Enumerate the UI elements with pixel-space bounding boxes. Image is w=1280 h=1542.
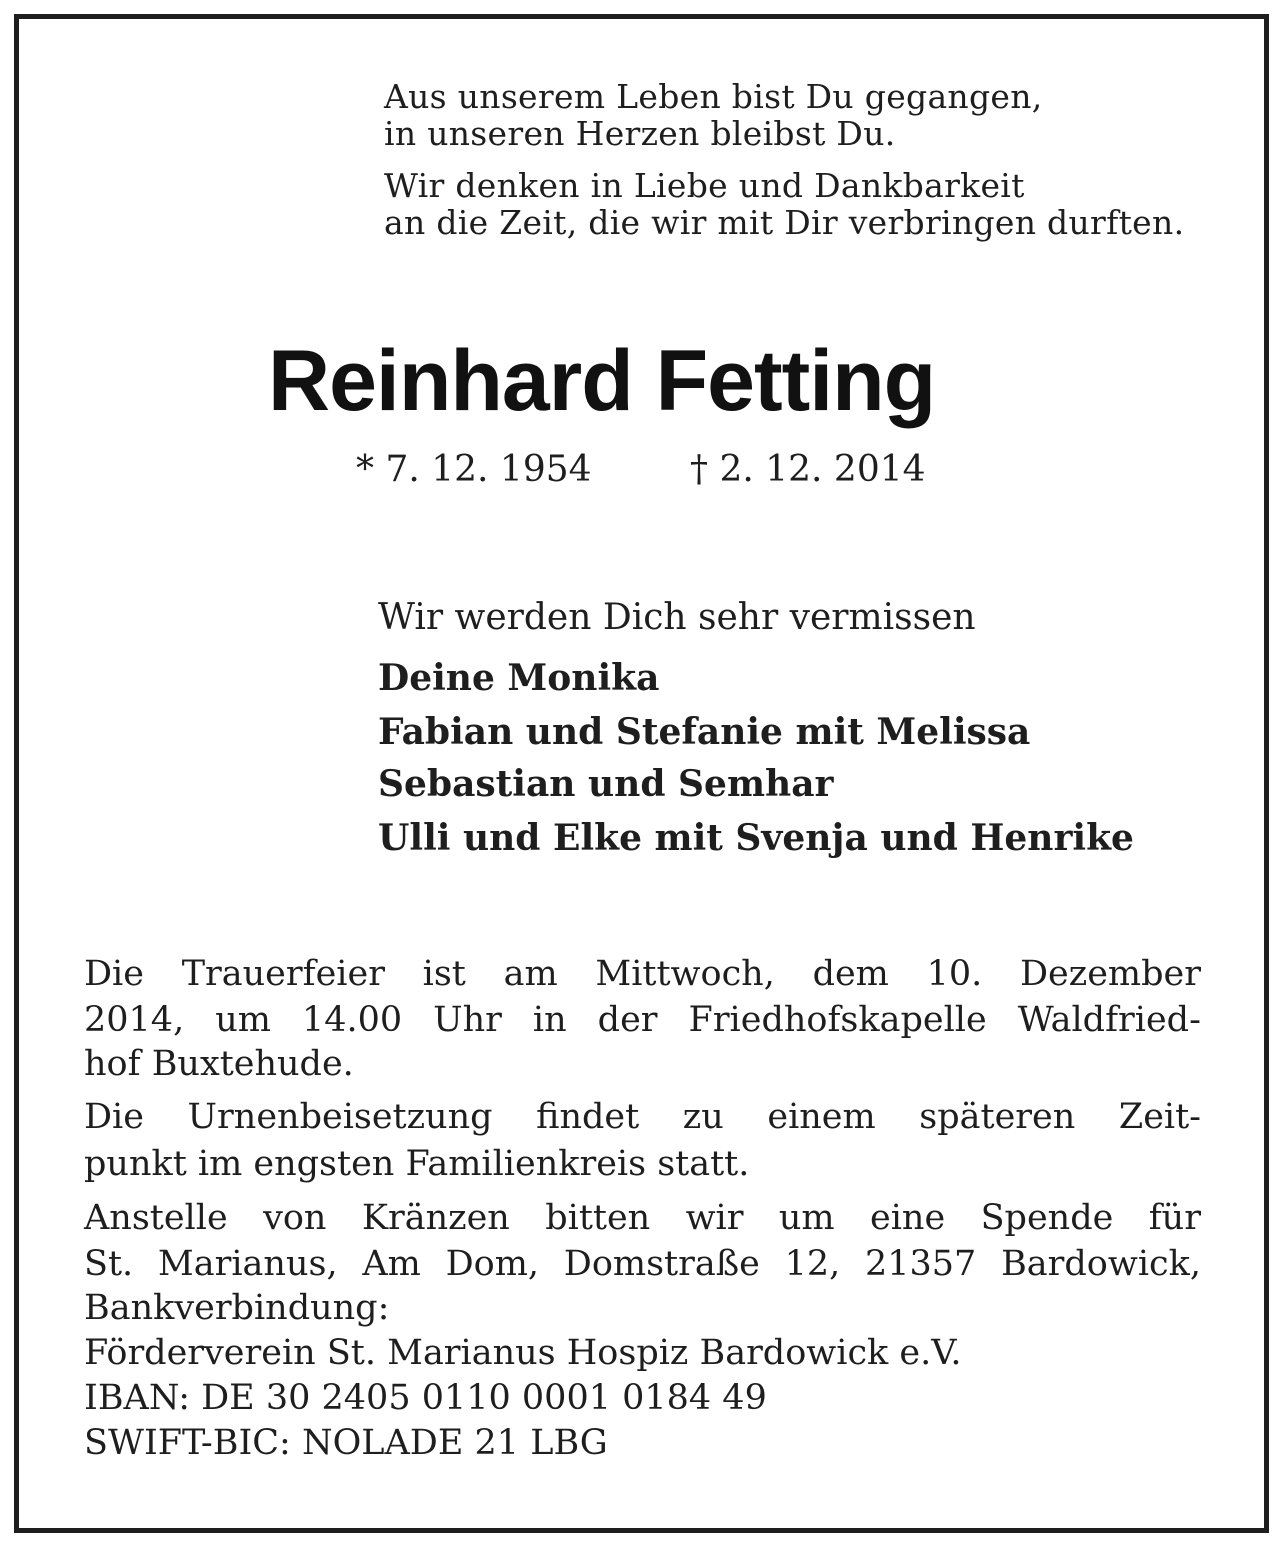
mourners-intro: Wir werden Dich sehr vermissen xyxy=(378,597,976,638)
verse-line-1: Aus unserem Leben bist Du gegangen, xyxy=(384,77,1043,116)
verse-line-3: Wir denken in Liebe und Dankbarkeit xyxy=(384,166,1025,205)
deceased-name: Reinhard Fetting xyxy=(268,333,936,429)
mourner-name: Fabian und Stefanie mit Melissa xyxy=(378,711,1031,753)
donation-line-1: Anstelle von Kränzen bitten wir um eine Spende für xyxy=(84,1198,1201,1238)
verse-line-2: in unseren Herzen bleibst Du. xyxy=(384,114,896,153)
death-date: † 2. 12. 2014 xyxy=(690,449,926,490)
iban-line: IBAN: DE 30 2405 0110 0001 0184 49 xyxy=(84,1378,767,1418)
funeral-line-2: 2014, um 14.00 Uhr in der Friedhofskapelle Waldfried- xyxy=(84,1000,1201,1040)
donation-line-4: Förderverein St. Marianus Hospiz Bardowick e.V. xyxy=(84,1333,962,1373)
mourner-name: Ulli und Elke mit Svenja und Henrike xyxy=(378,817,1134,859)
birth-date: * 7. 12. 1954 xyxy=(356,449,592,490)
verse-line-4: an die Zeit, die wir mit Dir verbringen durften. xyxy=(384,203,1185,242)
donation-line-3: Bankverbindung: xyxy=(84,1288,390,1328)
funeral-line-3: hof Buxtehude. xyxy=(84,1044,354,1084)
funeral-line-1: Die Trauerfeier ist am Mittwoch, dem 10. Dezember xyxy=(84,954,1201,994)
burial-line-1: Die Urnenbeisetzung findet zu einem späteren Zeit- xyxy=(84,1097,1201,1137)
donation-line-2: St. Marianus, Am Dom, Domstraße 12, 21357 Bardowick, xyxy=(84,1244,1201,1284)
swift-bic-line: SWIFT-BIC: NOLADE 21 LBG xyxy=(84,1423,608,1463)
mourner-name: Deine Monika xyxy=(378,657,660,699)
mourner-name: Sebastian und Semhar xyxy=(378,763,834,805)
burial-line-2: punkt im engsten Familienkreis statt. xyxy=(84,1144,750,1184)
